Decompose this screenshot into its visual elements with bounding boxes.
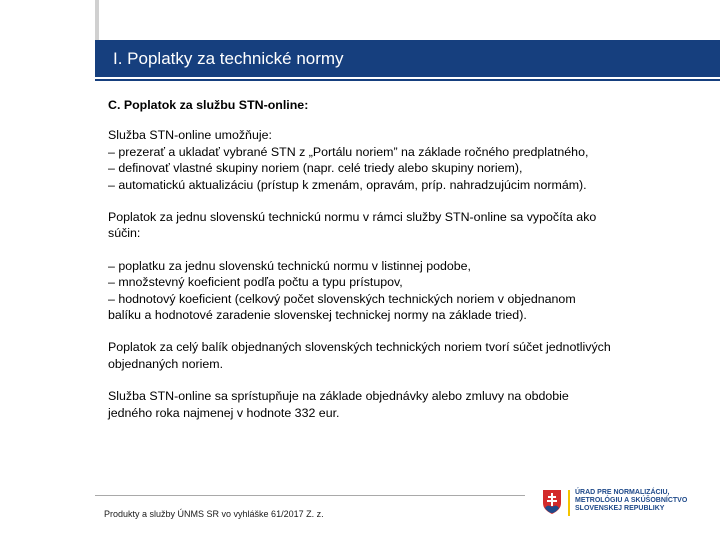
unms-logo — [540, 488, 715, 534]
paragraph-package-fee — [108, 339, 698, 372]
section-subheading: C. Poplatok za službu STN-online: — [108, 98, 309, 112]
footer-caption: Produkty a služby ÚNMS SR vo vyhláške 61/2017 Z. z. — [104, 509, 324, 519]
text-line: – automatickú aktualizáciu (prístup k zmenám, opravám, príp. nahradzujúcim normám). — [108, 177, 587, 192]
title-underline — [95, 79, 720, 81]
text-line: Služba STN-online umožňuje: — [108, 128, 272, 143]
text-line: Poplatok za jednu slovenskú technickú normu v rámci služby STN-online sa vypočíta ako — [108, 210, 597, 225]
text-line: jedného roka najmenej v hodnote 332 eur. — [108, 405, 340, 420]
slide-body — [108, 97, 698, 437]
text-line: súčin: — [108, 226, 141, 241]
text-line: – definovať vlastné skupiny noriem (napr. celé triedy alebo skupiny noriem), — [108, 161, 523, 176]
slovak-coat-of-arms-icon — [543, 490, 561, 514]
text-line: – prezerať a ukladať vybrané STN z „Portálu noriem” na základe ročného predplatného, — [108, 144, 589, 159]
text-line: balíku a hodnotové zaradenie slovenskej technickej normy na základe tried). — [108, 308, 527, 323]
text-line: – hodnotový koeficient (celkový počet slovenských technických noriem v objednanom — [108, 291, 576, 306]
paragraph-service-features — [108, 127, 698, 193]
paragraph-fee-factors — [108, 258, 698, 324]
logo-wordmark — [575, 489, 687, 514]
footer-rule — [95, 495, 525, 496]
logo-line: ÚRAD PRE NORMALIZÁCIU, — [575, 489, 670, 496]
title-bar — [95, 40, 720, 77]
text-line: – poplatku za jednu slovenskú technickú normu v listinnej podobe, — [108, 258, 471, 273]
text-line: objednaných noriem. — [108, 356, 224, 371]
text-line: Služba STN-online sa sprístupňuje na základe objednávky alebo zmluvy na obdobie — [108, 389, 569, 404]
paragraph-access-terms — [108, 388, 698, 421]
logo-line: SLOVENSKEJ REPUBLIKY — [575, 505, 665, 513]
slide-title: I. Poplatky za technické normy — [113, 49, 344, 68]
logo-line: METROLÓGIU A SKÚŠOBNÍCTVO — [575, 497, 688, 505]
paragraph-fee-calculation — [108, 209, 698, 242]
text-line: – množstevný koeficient podľa počtu a typu prístupov, — [108, 275, 403, 290]
left-accent-rule — [95, 0, 99, 40]
logo-accent-bar — [568, 490, 570, 516]
text-line: Poplatok za celý balík objednaných slovenských technických noriem tvorí súčet jednotlivých — [108, 340, 611, 355]
